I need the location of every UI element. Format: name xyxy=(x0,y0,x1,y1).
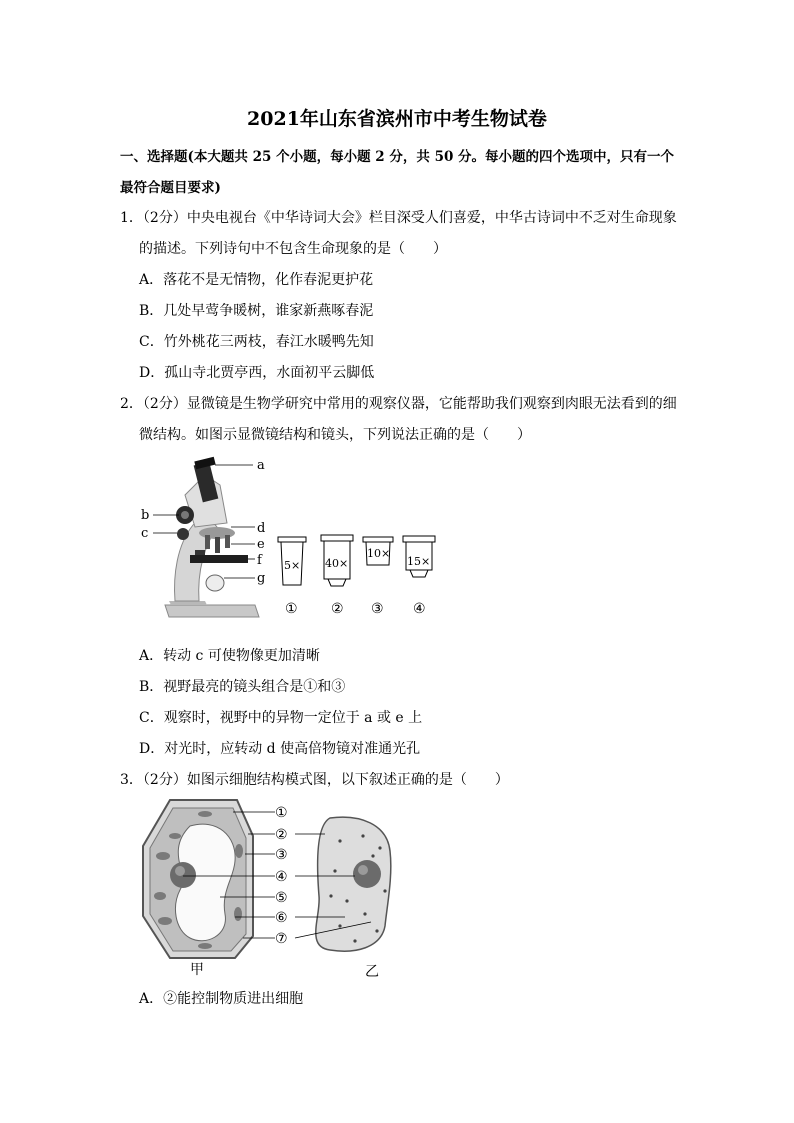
question-2-option-a: A．转动 c 可使物像更加清晰 xyxy=(139,648,320,664)
cell-label-5: ⑤ xyxy=(275,890,288,906)
label-c: c xyxy=(141,526,149,541)
question-1-line1: 1．（2分）中央电视台《中华诗词大会》栏目深受人们喜爱，中华古诗词中不乏对生命现象 xyxy=(120,210,677,226)
question-1-option-d: D．孤山寺北贾亭西，水面初平云脚低 xyxy=(139,365,375,381)
cell-label-3: ③ xyxy=(275,847,288,863)
page-title: 2021年山东省滨州市中考生物试卷 xyxy=(247,108,547,130)
label-e: e xyxy=(257,537,265,552)
lens-2-magnification: 40× xyxy=(325,557,349,570)
question-2-option-b: B．视野最亮的镜头组合是①和③ xyxy=(139,679,346,695)
label-a: a xyxy=(257,458,265,473)
lens-2-number: ② xyxy=(331,601,344,617)
lens-1-number: ① xyxy=(285,601,298,617)
question-3-line1: 3．（2分）如图示细胞结构模式图，以下叙述正确的是（ ） xyxy=(120,772,509,788)
microscope-illustration xyxy=(165,457,259,617)
lens-4-number: ④ xyxy=(413,601,426,617)
label-d: d xyxy=(257,521,266,536)
cell-caption-right: 乙 xyxy=(365,964,379,980)
question-3-option-a: A．②能控制物质进出细胞 xyxy=(139,991,304,1007)
label-b: b xyxy=(141,508,150,523)
cell-label-1: ① xyxy=(275,805,288,821)
label-g: g xyxy=(257,571,266,586)
cell-label-7: ⑦ xyxy=(275,931,288,947)
question-2-option-d: D．对光时，应转动 d 使高倍物镜对准通光孔 xyxy=(139,741,421,757)
cell-label-2: ② xyxy=(275,827,288,843)
question-2-option-c: C．观察时，视野中的异物一定位于 a 或 e 上 xyxy=(139,710,423,726)
question-1-option-a: A．落花不是无情物，化作春泥更护花 xyxy=(139,272,374,288)
cell-label-6: ⑥ xyxy=(275,910,288,926)
question-1-line2: 的描述。下列诗句中不包含生命现象的是（ ） xyxy=(139,241,447,257)
question-1-option-b: B．几处早莺争暖树，谁家新燕啄春泥 xyxy=(139,303,374,319)
label-f: f xyxy=(257,553,262,568)
lens-1-magnification: 5× xyxy=(284,559,301,572)
cell-label-4: ④ xyxy=(275,869,288,885)
section-heading-line1: 一、选择题(本大题共 25 个小题，每小题 2 分，共 50 分。每小题的四个选项中，只有一个 xyxy=(120,149,675,165)
cell-figure xyxy=(135,796,405,981)
plant-cell-illustration xyxy=(143,800,253,958)
microscope-figure xyxy=(135,455,445,625)
question-1-option-c: C．竹外桃花三两枝，春江水暖鸭先知 xyxy=(139,334,374,350)
cell-caption-left: 甲 xyxy=(190,962,204,978)
question-2-line1: 2．（2分）显微镜是生物学研究中常用的观察仪器，它能帮助我们观察到肉眼无法看到的细 xyxy=(120,396,677,412)
lens-3-number: ③ xyxy=(371,601,384,617)
question-2-line2: 微结构。如图示显微镜结构和镜头，下列说法正确的是（ ） xyxy=(139,427,531,443)
lens-3-magnification: 10× xyxy=(367,547,391,560)
lens-4-magnification: 15× xyxy=(407,555,431,568)
section-heading-line2: 最符合题目要求) xyxy=(120,180,221,196)
